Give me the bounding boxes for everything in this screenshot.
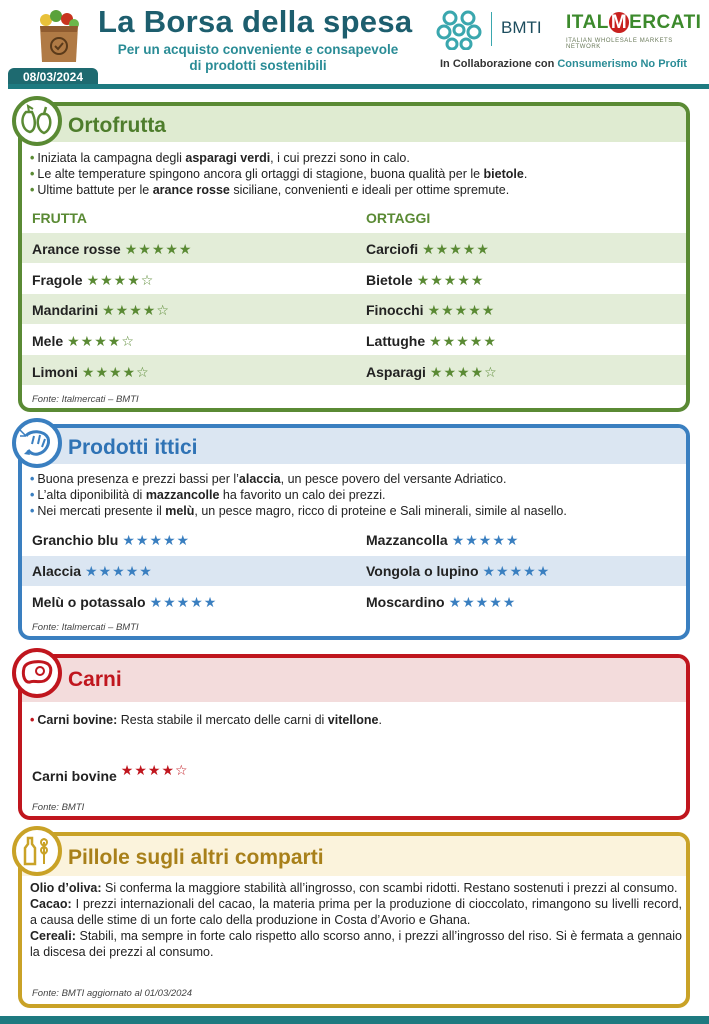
- page-subtitle: [98, 42, 418, 74]
- bullet-text: Buona presenza e prezzi bassi per l’: [37, 472, 239, 486]
- bullet-bold: melù: [165, 504, 195, 518]
- rating-stars: ★★★★★: [427, 302, 496, 318]
- ortaggi-heading: ORTAGGI: [366, 210, 431, 226]
- italmercati-subtitle: ITALIAN WHOLESALE MARKETS NETWORK: [566, 38, 673, 50]
- fish-item: [32, 532, 190, 549]
- frutta-heading: FRUTTA: [32, 210, 87, 226]
- produce-item: [366, 333, 497, 350]
- shopping-bag-icon: [36, 10, 82, 64]
- list-item: • Iniziata la campagna degli asparagi verdi, i cui prezzi sono in calo.: [30, 151, 410, 165]
- item-name: Vongola o lupino: [366, 563, 479, 579]
- collaboration-note: [440, 58, 687, 70]
- item-name: Mandarini: [32, 302, 99, 318]
- ittici-source: Fonte: Italmercati – BMTI: [32, 622, 139, 633]
- bullet-text: Ultime battute per le: [37, 183, 153, 197]
- fish-item: [32, 594, 217, 611]
- rating-stars: ★★★★★: [451, 532, 520, 548]
- bullet-bold: bietole: [483, 167, 524, 181]
- item-name: Mele: [32, 333, 64, 349]
- bullet-text: ha favorito un calo dei prezzi.: [219, 488, 386, 502]
- italmercati-pre: ITAL: [566, 12, 609, 33]
- rating-stars: ★★★★★: [448, 594, 517, 610]
- bullet-bold: mazzancolle: [145, 488, 220, 502]
- bullet-text: , un pesce magro, ricco di proteine e Sali minerali, simile al nasello.: [194, 504, 567, 518]
- rating-stars: ★★★★★: [124, 241, 193, 257]
- header-divider: [8, 84, 709, 89]
- rating-stars: ★★★★☆: [67, 333, 135, 349]
- pillole-title: Pillole sugli altri comparti: [68, 846, 324, 869]
- collab-prefix: In Collaborazione con: [440, 58, 555, 70]
- footer-divider: [0, 1016, 709, 1024]
- bullet-bold: vitellone: [327, 713, 379, 727]
- collab-partner: Consumerismo No Profit: [557, 58, 687, 70]
- ortofrutta-bullets: [30, 150, 527, 198]
- bullet-text: , i cui prezzi sono in calo.: [270, 151, 410, 165]
- subtitle-line-2: di prodotti sostenibili: [189, 58, 327, 73]
- paragraph-label: Cereali:: [30, 929, 76, 943]
- bullet-bold: alaccia: [238, 472, 281, 486]
- rating-stars: ★★★★☆: [429, 364, 498, 380]
- ortofrutta-title: Ortofrutta: [68, 114, 166, 137]
- bullet-text: Nei mercati presente il: [37, 504, 166, 518]
- rating-stars: ★★★★☆: [120, 762, 189, 778]
- carni-source: Fonte: BMTI: [32, 802, 85, 813]
- shrimp-icon: [12, 418, 62, 468]
- ittici-title: Prodotti ittici: [68, 436, 198, 459]
- paragraph-text: I prezzi internazionali del cacao, la materia prima per la produzione di cioccolato, rimangono su livelli record, a causa delle stime di un forte calo della produzione in Costa d’Avorio e Ghana.: [30, 897, 682, 927]
- pillole-source: Fonte: BMTI aggiornato al 01/03/2024: [32, 988, 193, 999]
- bullet-text: .: [523, 167, 528, 181]
- bmti-label: BMTI: [501, 18, 542, 37]
- rating-stars: ★★★★★: [149, 594, 218, 610]
- bullet-text: Iniziata la campagna degli: [37, 151, 186, 165]
- carni-title: Carni: [68, 668, 122, 691]
- ortofrutta-source: Fonte: Italmercati – BMTI: [32, 394, 139, 405]
- paragraph-label: Cacao:: [30, 897, 72, 911]
- ittici-bullets: [30, 471, 567, 519]
- page-title: La Borsa della spesa: [98, 4, 413, 39]
- bullet-text: Resta stabile il mercato delle carni di: [117, 713, 328, 727]
- carni-bullet: • Carni bovine: Resta stabile il mercato delle carni di vitellone.: [30, 713, 382, 727]
- produce-item: [366, 364, 498, 381]
- bullet-bold: arance rosse: [152, 183, 230, 197]
- paragraph-text: Si conferma la maggiore stabilità all’ingrosso, con scambi ridotti. Restano sostenuti i prezzi al consumo.: [101, 881, 678, 895]
- item-name: Arance rosse: [32, 241, 121, 257]
- bullet-text: L’alta diponibilità di: [37, 488, 146, 502]
- produce-item: [366, 302, 495, 319]
- produce-item: [32, 364, 150, 381]
- section-prodotti-ittici: [18, 424, 690, 640]
- list-item: • Le alte temperature spingono ancora gli ortaggi di stagione, buona qualità per le bietole.: [30, 167, 528, 181]
- produce-item: [32, 272, 154, 289]
- fish-item: [366, 532, 519, 549]
- item-name: Alaccia: [32, 563, 82, 579]
- bullet-text: Le alte temperature spingono ancora gli ortaggi di stagione, buona qualità per le: [37, 167, 484, 181]
- list-item: • Ultime battute per le arance rosse siciliane, convenienti e ideali per ottime spremute.: [30, 183, 510, 197]
- item-name: Moscardino: [366, 594, 445, 610]
- pillole-paragraphs: [30, 880, 682, 960]
- section-ortofrutta: [18, 102, 690, 412]
- paragraph-cacao: [30, 896, 682, 928]
- fish-item: [366, 563, 550, 580]
- paragraph-label: Olio d’oliva:: [30, 881, 102, 895]
- item-name: Granchio blu: [32, 532, 119, 548]
- rating-stars: ★★★★★: [85, 563, 153, 579]
- list-item: • L’alta diponibilità di mazzancolle ha favorito un calo dei prezzi.: [30, 488, 386, 502]
- item-name: Melù o potassalo: [32, 594, 146, 610]
- bullet-bold: asparagi verdi: [185, 151, 271, 165]
- rating-stars: ★★★★☆: [102, 302, 170, 318]
- bullet-bold: Carni bovine:: [37, 713, 118, 727]
- list-item: • Buona presenza e prezzi bassi per l’alaccia, un pesce povero del versante Adriatico.: [30, 472, 507, 486]
- bottle-grain-icon: [12, 826, 62, 876]
- item-name: Bietole: [366, 272, 413, 288]
- item-name: Mazzancolla: [366, 532, 448, 548]
- meat-item: [32, 762, 189, 785]
- rating-stars: ★★★★★: [416, 272, 485, 288]
- produce-item: [366, 241, 490, 258]
- section-carni: [18, 654, 690, 820]
- item-name: Fragole: [32, 272, 83, 288]
- item-name: Asparagi: [366, 364, 426, 380]
- rating-stars: ★★★★★: [429, 333, 497, 349]
- list-item: • Nei mercati presente il melù, un pesce magro, ricco di proteine e Sali minerali, simile al nasello.: [30, 504, 567, 518]
- paragraph-cereali: [30, 928, 682, 960]
- italmercati-logo: [566, 12, 701, 34]
- bullet-text: .: [378, 713, 382, 727]
- bullet-text: siciliane, convenienti e ideali per ottime spremute.: [229, 183, 510, 197]
- subtitle-line-1: Per un acquisto conveniente e consapevole: [117, 42, 399, 57]
- produce-item: [32, 333, 135, 350]
- produce-item: [32, 241, 192, 258]
- paragraph-text: Stabili, ma sempre in forte calo rispetto allo scorso anno, i prezzi all’ingrosso del riso. Si è fermata a gennaio la discesa dei prezzi al consumo.: [30, 929, 682, 959]
- page-header: [0, 0, 709, 84]
- logo-separator: [491, 12, 492, 46]
- rating-stars: ★★★★☆: [86, 272, 155, 288]
- italmercati-m: M: [610, 12, 628, 33]
- paragraph-olio: [30, 880, 682, 896]
- fish-item: [366, 594, 516, 611]
- meat-steak-icon: [12, 648, 62, 698]
- bullet-text: , un pesce povero del versante Adriatico.: [280, 472, 507, 486]
- fruit-vegetable-icon: [12, 96, 62, 146]
- rating-stars: ★★★★★: [122, 532, 191, 548]
- italmercati-post: ERCATI: [629, 12, 702, 33]
- date-badge: 08/03/2024: [8, 68, 98, 86]
- item-name: Carni bovine: [32, 768, 117, 784]
- bmti-logo-icon: [436, 8, 482, 50]
- rating-stars: ★★★★★: [422, 241, 490, 257]
- section-pillole: [18, 832, 690, 1008]
- fish-item: [32, 563, 153, 580]
- item-name: Lattughe: [366, 333, 426, 349]
- item-name: Finocchi: [366, 302, 424, 318]
- item-name: Limoni: [32, 364, 78, 380]
- rating-stars: ★★★★☆: [81, 364, 150, 380]
- rating-stars: ★★★★★: [482, 563, 551, 579]
- item-name: Carciofi: [366, 241, 419, 257]
- produce-item: [366, 272, 484, 289]
- produce-item: [32, 302, 170, 319]
